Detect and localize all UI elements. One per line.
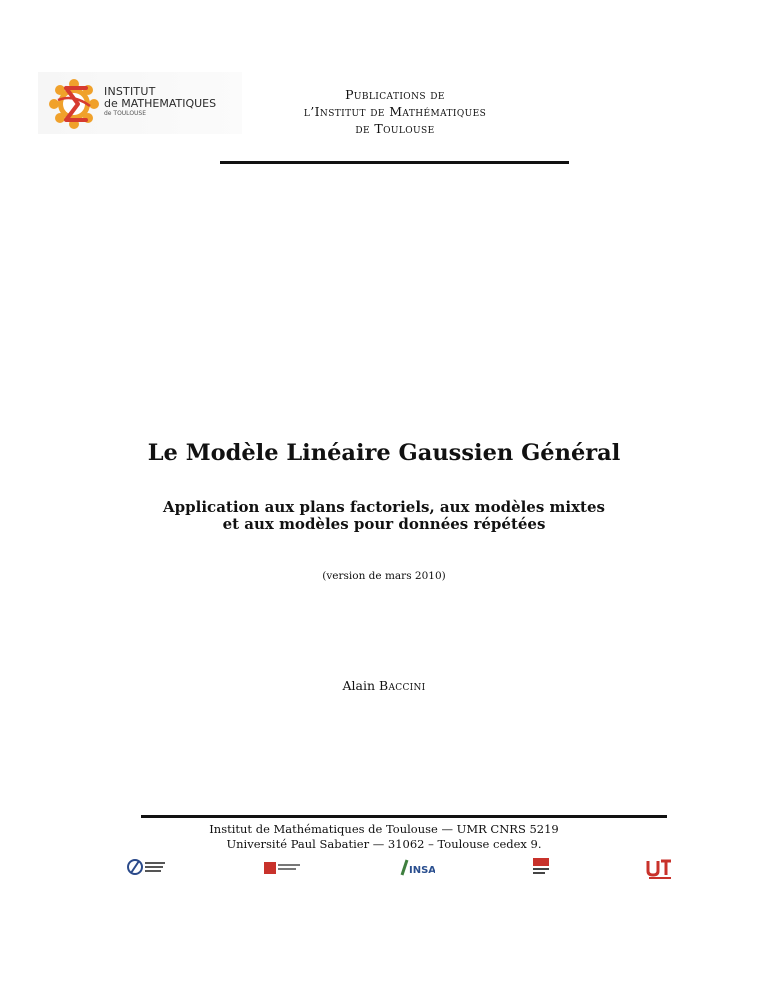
document-title: Le Modèle Linéaire Gaussien Général [147, 440, 621, 466]
publication-line-3: de Toulouse [355, 121, 435, 136]
author [0, 678, 768, 693]
insa-logo [399, 855, 435, 881]
ut3-logo [645, 855, 675, 881]
affiliation-line-2: Université Paul Sabatier — 31062 – Toulouse cedex 9. [226, 837, 542, 851]
author-last-name: Baccini [378, 678, 426, 693]
bottom-divider [141, 815, 667, 818]
institute-logo [38, 72, 242, 134]
subtitle-line-2: et aux modèles pour données répétées [222, 515, 546, 533]
publication-line-1: Publications de [345, 87, 445, 102]
cnrs-logo [126, 855, 170, 881]
publication-line-2: l’Institut de Mathématiques [303, 104, 487, 119]
logo-line-1: INSTITUT [104, 85, 156, 98]
svg-text:INSA: INSA [409, 865, 435, 876]
affiliation [0, 822, 768, 852]
ups-logo [263, 855, 303, 881]
version-note: (version de mars 2010) [322, 570, 446, 582]
subtitle-line-1: Application aux plans factoriels, aux modèles mixtes [163, 498, 605, 516]
ut1-logo [530, 855, 552, 881]
logo-line-3: de TOULOUSE [104, 110, 147, 117]
top-divider [220, 161, 569, 164]
imt-logo-icon [46, 76, 104, 132]
logo-line-2: de MATHEMATIQUES [104, 97, 217, 110]
affiliation-line-1: Institut de Mathématiques de Toulouse — UMR CNRS 5219 [209, 822, 559, 836]
publication-header [270, 86, 520, 137]
author-first-name: Alain [342, 678, 375, 693]
document-subtitle [0, 499, 768, 533]
